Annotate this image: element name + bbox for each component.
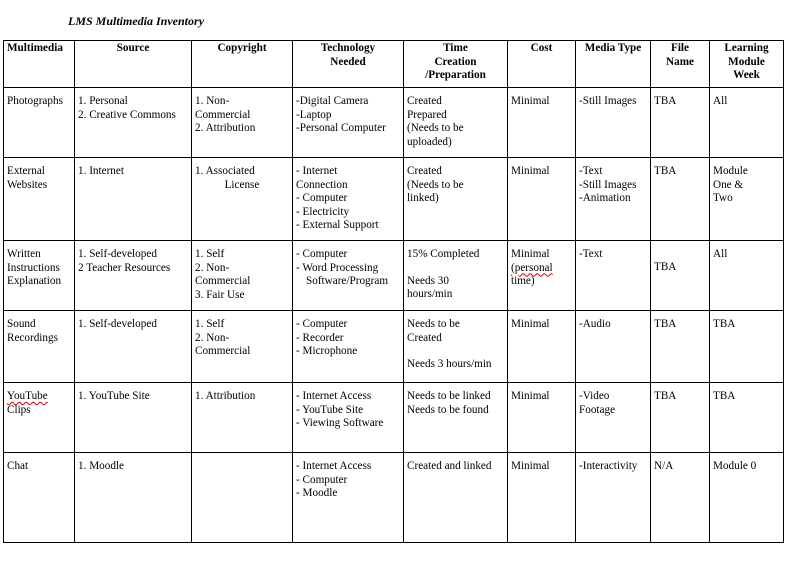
cell-technology: - Computer - Recorder - Microphone xyxy=(293,311,404,383)
cell-media-type: -Still Images xyxy=(576,88,651,158)
cell-source: 1. Moodle xyxy=(75,453,192,543)
cell-technology: - Internet Connection - Computer - Electricity - External Support xyxy=(293,158,404,241)
cell-source: 1. Personal 2. Creative Commons xyxy=(75,88,192,158)
cell-module-week: TBA xyxy=(710,311,784,383)
header-row xyxy=(4,41,784,88)
cell-source: 1. Self-developed xyxy=(75,311,192,383)
cell-time: Needs to be Created Needs 3 hours/min xyxy=(404,311,508,383)
cell-copyright: 1. Attribution xyxy=(192,383,293,453)
cell-copyright xyxy=(192,453,293,543)
cell-multimedia: External Websites xyxy=(4,158,75,241)
cell-file-name: TBA xyxy=(651,158,710,241)
header-time: Time Creation /Preparation xyxy=(404,41,508,88)
cell-module-week: Module 0 xyxy=(710,453,784,543)
cell-multimedia: YouTube Clips xyxy=(4,383,75,453)
cell-copyright: 1. Self 2. Non- Commercial 3. Fair Use xyxy=(192,241,293,311)
cell-module-week: Module One & Two xyxy=(710,158,784,241)
cell-cost: Minimal xyxy=(508,383,576,453)
cell-time: 15% Completed Needs 30 hours/min xyxy=(404,241,508,311)
header-technology: Technology Needed xyxy=(293,41,404,88)
cell-source: 1. Internet xyxy=(75,158,192,241)
cell-module-week: TBA xyxy=(710,383,784,453)
cell-technology: -Digital Camera -Laptop -Personal Computer xyxy=(293,88,404,158)
cell-media-type: -Interactivity xyxy=(576,453,651,543)
cell-file-name: TBA xyxy=(651,88,710,158)
table-row xyxy=(4,158,784,241)
cell-multimedia: Chat xyxy=(4,453,75,543)
table-row xyxy=(4,453,784,543)
cell-multimedia: Sound Recordings xyxy=(4,311,75,383)
cell-source: 1. YouTube Site xyxy=(75,383,192,453)
cell-cost: Minimal xyxy=(508,158,576,241)
header-multimedia: Multimedia xyxy=(4,41,75,88)
cell-file-name: TBA xyxy=(651,241,710,311)
cell-technology: - Internet Access - YouTube Site - Viewing Software xyxy=(293,383,404,453)
table-row xyxy=(4,241,784,311)
cell-file-name: N/A xyxy=(651,453,710,543)
header-cost: Cost xyxy=(508,41,576,88)
cell-file-name: TBA xyxy=(651,383,710,453)
table-row xyxy=(4,383,784,453)
cell-module-week: All xyxy=(710,241,784,311)
header-media-type: Media Type xyxy=(576,41,651,88)
cell-media-type: -Text xyxy=(576,241,651,311)
cell-media-type: -Video Footage xyxy=(576,383,651,453)
header-source: Source xyxy=(75,41,192,88)
cell-file-name: TBA xyxy=(651,311,710,383)
cell-copyright: 1. Non- Commercial 2. Attribution xyxy=(192,88,293,158)
cell-multimedia: Written Instructions Explanation xyxy=(4,241,75,311)
cell-cost: Minimal xyxy=(508,88,576,158)
cell-cost: Minimal xyxy=(508,453,576,543)
page-title: LMS Multimedia Inventory xyxy=(68,14,205,28)
cell-time: Needs to be linked Needs to be found xyxy=(404,383,508,453)
cell-media-type: -Audio xyxy=(576,311,651,383)
cell-copyright: 1. Associated License xyxy=(192,158,293,241)
header-module-week: Learning Module Week xyxy=(710,41,784,88)
cell-time: Created and linked xyxy=(404,453,508,543)
cell-multimedia: Photographs xyxy=(4,88,75,158)
cell-technology: - Computer - Word Processing Software/Program xyxy=(293,241,404,311)
header-copyright: Copyright xyxy=(192,41,293,88)
cell-time: Created Prepared (Needs to be uploaded) xyxy=(404,88,508,158)
cell-cost: Minimal xyxy=(508,311,576,383)
cell-cost: Minimal (personal time) xyxy=(508,241,576,311)
cell-copyright: 1. Self 2. Non- Commercial xyxy=(192,311,293,383)
table-row xyxy=(4,311,784,383)
table-row xyxy=(4,88,784,158)
cell-technology: - Internet Access - Computer - Moodle xyxy=(293,453,404,543)
inventory-table xyxy=(3,40,784,543)
cell-time: Created (Needs to be linked) xyxy=(404,158,508,241)
header-file-name: File Name xyxy=(651,41,710,88)
cell-module-week: All xyxy=(710,88,784,158)
cell-media-type: -Text -Still Images -Animation xyxy=(576,158,651,241)
cell-source: 1. Self-developed 2 Teacher Resources xyxy=(75,241,192,311)
